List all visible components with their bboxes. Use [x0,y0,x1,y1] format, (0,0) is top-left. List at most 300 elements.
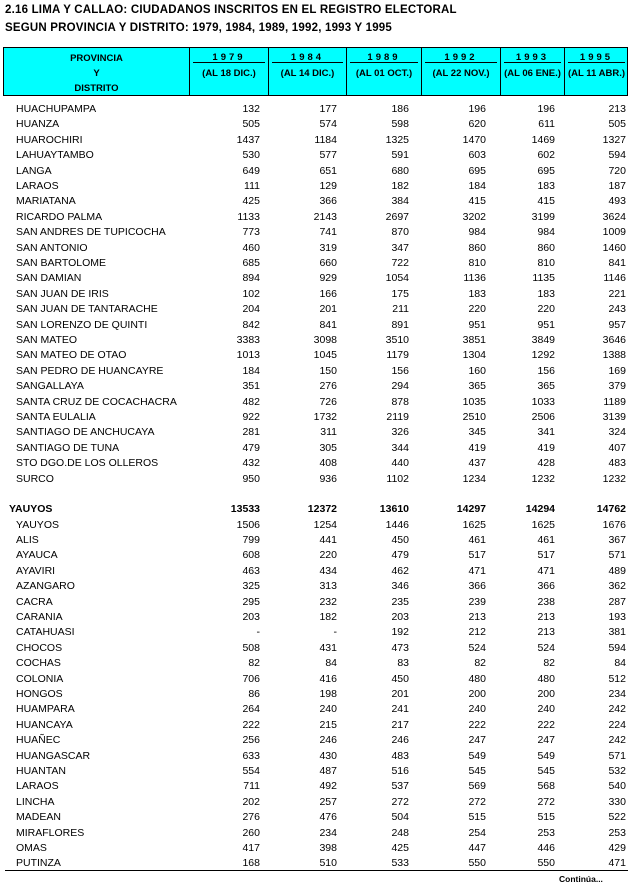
district-name: LANGA [16,165,52,177]
district-name: CHOCOS [16,642,63,654]
value-cell: 651 [319,165,337,177]
value-cell: 437 [468,457,486,469]
value-cell: 3624 [602,211,626,223]
value-cell: 14294 [525,503,555,515]
value-cell: 568 [537,780,555,792]
header-date: (AL 18 DIC.) [202,68,256,79]
value-cell: 3510 [385,334,409,346]
table-row [0,457,628,472]
value-cell: 240 [468,703,486,715]
value-cell: 220 [319,549,337,561]
value-cell: 447 [468,842,486,854]
table-header [3,47,628,96]
value-cell: 1136 [463,272,486,284]
header-year: 1979 [212,52,246,63]
value-cell: 1013 [236,349,260,361]
value-cell: 3098 [313,334,337,346]
value-cell: 480 [537,673,555,685]
value-cell: 156 [391,365,409,377]
value-cell: 362 [608,580,626,592]
value-cell: 220 [537,303,555,315]
value-cell: 325 [242,580,260,592]
value-cell: 3383 [236,334,260,346]
value-cell: 247 [537,734,555,746]
value-cell: 212 [468,626,486,638]
value-cell: 222 [468,719,486,731]
value-cell: 213 [468,611,486,623]
value-cell: 419 [468,442,486,454]
district-name: AYAUCA [16,549,58,561]
value-cell: 84 [325,657,337,669]
value-cell: 810 [537,257,555,269]
district-name: HUANGASCAR [16,750,91,762]
value-cell: 365 [537,380,555,392]
value-cell: 680 [391,165,409,177]
table-row [0,780,628,795]
table-bottom-rule [5,870,628,871]
value-cell: 510 [319,857,337,869]
value-cell: 213 [537,611,555,623]
table-row [0,796,628,811]
value-cell: 345 [468,426,486,438]
table-row [0,134,628,149]
value-cell: 240 [319,703,337,715]
table-row [0,580,628,595]
value-cell: 276 [319,380,337,392]
district-name: SANTA CRUZ DE COCACHACRA [16,396,177,408]
value-cell: 549 [468,750,486,762]
value-cell: 242 [608,734,626,746]
value-cell: 213 [608,103,626,115]
value-cell: 505 [608,118,626,130]
table-row [0,473,628,488]
value-cell: 489 [608,565,626,577]
value-cell: 773 [242,226,260,238]
value-cell: 429 [608,842,626,854]
table-row [0,103,628,118]
table-row [0,118,628,133]
value-cell: 381 [608,626,626,638]
value-cell: 3851 [462,334,486,346]
value-cell: 951 [537,319,555,331]
header-col-0 [189,48,268,95]
table-row [0,688,628,703]
value-cell: 471 [537,565,555,577]
value-cell: 2119 [386,411,409,423]
value-cell: 111 [244,180,260,192]
value-cell: 234 [319,827,337,839]
value-cell: 1304 [462,349,486,361]
value-cell: 432 [242,457,260,469]
value-cell: 246 [319,734,337,746]
header-date: (AL 11 ABR.) [567,68,625,79]
district-name: SANTA EULALIA [16,411,96,423]
value-cell: 257 [319,796,337,808]
district-name: HUAMPARA [16,703,75,715]
value-cell: 936 [319,473,337,485]
value-cell: 483 [608,457,626,469]
value-cell: 441 [319,534,337,546]
value-cell: 922 [242,411,260,423]
district-name: SAN ANDRES DE TUPICOCHA [16,226,166,238]
value-cell: 517 [537,549,555,561]
header-distrito: DISTRITO [74,83,119,94]
header-underline [425,62,497,63]
value-cell: 463 [242,565,260,577]
value-cell: 238 [537,596,555,608]
value-cell: 366 [537,580,555,592]
table-row [0,549,628,564]
value-cell: 726 [319,396,337,408]
table-row [0,703,628,718]
value-cell: - [333,626,337,638]
value-cell: 415 [468,195,486,207]
district-name: CARANIA [16,611,63,623]
value-cell: 571 [608,549,626,561]
value-cell: 842 [242,319,260,331]
value-cell: 860 [468,242,486,254]
district-name: ALIS [16,534,39,546]
value-cell: 281 [242,426,260,438]
value-cell: 446 [537,842,555,854]
value-cell: 324 [608,426,626,438]
header-underline [504,62,561,63]
value-cell: 256 [242,734,260,746]
value-cell: 150 [319,365,337,377]
value-cell: 86 [248,688,260,700]
value-cell: 260 [242,827,260,839]
value-cell: 516 [391,765,409,777]
value-cell: 82 [474,657,486,669]
value-cell: 366 [319,195,337,207]
value-cell: 184 [242,365,260,377]
value-cell: 522 [608,811,626,823]
table-subtitle: SEGUN PROVINCIA Y DISTRITO: 1979, 1984, 1989, 1992, 1993 Y 1995 [5,22,392,34]
district-name: SAN JUAN DE IRIS [16,288,109,300]
value-cell: 810 [468,257,486,269]
table-row [0,365,628,380]
value-cell: 193 [608,611,626,623]
value-cell: 235 [391,596,409,608]
value-cell: 720 [608,165,626,177]
value-cell: 722 [391,257,409,269]
value-cell: 633 [242,750,260,762]
header-year: 1993 [515,52,550,63]
value-cell: 1460 [602,242,626,254]
district-name: SAN MATEO DE OTAO [16,349,127,361]
value-cell: 367 [608,534,626,546]
value-cell: 13610 [379,503,409,515]
table-row [0,349,628,364]
table-row [0,226,628,241]
header-date: (AL 22 NOV.) [432,68,490,79]
table-row [0,842,628,857]
value-cell: 204 [242,303,260,315]
value-cell: 341 [537,426,555,438]
value-cell: 1232 [602,473,626,485]
value-cell: 505 [242,118,260,130]
district-name: COCHAS [16,657,61,669]
value-cell: 431 [319,642,337,654]
value-cell: 417 [242,842,260,854]
value-cell: 2506 [531,411,555,423]
value-cell: 182 [391,180,409,192]
value-cell: 870 [391,226,409,238]
value-cell: 1234 [462,473,486,485]
value-cell: 200 [537,688,555,700]
value-cell: 1469 [531,134,555,146]
value-cell: 1045 [313,349,337,361]
value-cell: 211 [392,303,409,315]
value-cell: 1035 [462,396,486,408]
value-cell: 611 [538,118,555,130]
district-name: SURCO [16,473,54,485]
value-cell: 3139 [602,411,626,423]
value-cell: 984 [468,226,486,238]
table-row [0,642,628,657]
value-cell: 550 [468,857,486,869]
value-cell: 440 [391,457,409,469]
value-cell: 591 [391,149,409,161]
table-row [0,426,628,441]
district-name: MADEAN [16,811,61,823]
value-cell: 1232 [531,473,555,485]
header-col-5 [564,48,628,95]
table-row [0,750,628,765]
header-y: Y [93,68,100,79]
district-name: RICARDO PALMA [16,211,103,223]
value-cell: 305 [319,442,337,454]
value-cell: 407 [608,442,626,454]
value-cell: 482 [242,396,260,408]
value-cell: 487 [319,765,337,777]
district-name: AYAVIRI [16,565,56,577]
value-cell: 3646 [602,334,626,346]
value-cell: 577 [319,149,337,161]
value-cell: 248 [391,827,409,839]
value-cell: 83 [397,657,409,669]
table-row [0,334,628,349]
value-cell: 156 [537,365,555,377]
value-cell: 1133 [237,211,260,223]
table-row [0,257,628,272]
value-cell: 483 [391,750,409,762]
value-cell: 187 [608,180,626,192]
value-cell: 492 [319,780,337,792]
value-cell: 894 [242,272,260,284]
value-cell: 545 [468,765,486,777]
value-cell: 660 [319,257,337,269]
value-cell: 129 [319,180,337,192]
table-row [0,165,628,180]
table-row [0,673,628,688]
value-cell: 313 [319,580,337,592]
district-name: LARAOS [16,180,59,192]
district-name: YAUYOS [9,503,53,515]
value-cell: 515 [537,811,555,823]
value-cell: 741 [319,226,337,238]
district-name: MIRAFLORES [16,827,85,839]
district-name: SAN BARTOLOME [16,257,107,269]
value-cell: 695 [537,165,555,177]
district-name: STO DGO.DE LOS OLLEROS [16,457,159,469]
value-cell: 243 [608,303,626,315]
value-cell: 1625 [531,519,555,531]
value-cell: 84 [614,657,626,669]
value-cell: 398 [319,842,337,854]
value-cell: 186 [391,103,409,115]
value-cell: 224 [608,719,626,731]
district-name: CACRA [16,596,53,608]
value-cell: 602 [537,149,555,161]
value-cell: 3849 [531,334,555,346]
value-cell: 419 [537,442,555,454]
value-cell: 512 [608,673,626,685]
value-cell: 14762 [596,503,626,515]
value-cell: 272 [468,796,486,808]
header-underline [272,62,343,63]
header-year: 1984 [290,52,325,63]
value-cell: 425 [242,195,260,207]
value-cell: 222 [242,719,260,731]
value-cell: 287 [608,596,626,608]
value-cell: 532 [608,765,626,777]
value-cell: 246 [391,734,409,746]
value-cell: 253 [537,827,555,839]
value-cell: 200 [468,688,486,700]
table-row [0,272,628,287]
value-cell: 222 [537,719,555,731]
value-cell: 192 [391,626,409,638]
district-name: HUAÑEC [16,734,61,746]
value-cell: 82 [543,657,555,669]
value-cell: 476 [319,811,337,823]
value-cell: 232 [319,596,337,608]
table-row [0,626,628,641]
value-cell: 201 [391,688,409,700]
value-cell: 620 [468,118,486,130]
value-cell: 202 [242,796,260,808]
value-cell: 254 [468,827,486,839]
value-cell: 295 [242,596,260,608]
value-cell: 461 [537,534,555,546]
header-date: (AL 14 DIC.) [280,68,335,79]
value-cell: 2697 [385,211,409,223]
table-row [0,288,628,303]
value-cell: 182 [319,611,337,623]
table-title: 2.16 LIMA Y CALLAO: CIUDADANOS INSCRITOS EN EL REGISTRO ELECTORAL [5,4,457,16]
value-cell: 408 [319,457,337,469]
value-cell: 220 [468,303,486,315]
header-year: 1995 [579,52,614,63]
value-cell: 294 [391,380,409,392]
value-cell: 508 [242,642,260,654]
value-cell: 554 [242,765,260,777]
value-cell: 347 [391,242,409,254]
value-cell: 493 [608,195,626,207]
district-name: LARAOS [16,780,59,792]
table-row [0,519,628,534]
value-cell: 860 [537,242,555,254]
value-cell: 1135 [532,272,555,284]
value-cell: 203 [242,611,260,623]
district-name: HUAROCHIRI [16,134,83,146]
value-cell: 330 [608,796,626,808]
value-cell: 272 [391,796,409,808]
value-cell: 416 [319,673,337,685]
table-row [0,611,628,626]
value-cell: 799 [242,534,260,546]
table-row [0,319,628,334]
value-cell: 1033 [531,396,555,408]
value-cell: 241 [391,703,409,715]
table-row [0,411,628,426]
header-date: (AL 01 OCT.) [355,68,413,79]
district-name: MARIATANA [16,195,76,207]
value-cell: 253 [608,827,626,839]
table-row [0,734,628,749]
district-name: SAN PEDRO DE HUANCAYRE [16,365,164,377]
district-name: SAN LORENZO DE QUINTI [16,319,148,331]
value-cell: 14297 [456,503,486,515]
district-name: HUACHUPAMPA [16,103,97,115]
table-row [0,242,628,257]
value-cell: 603 [468,149,486,161]
district-name: LAHUAYTAMBO [16,149,94,161]
value-cell: 594 [608,149,626,161]
value-cell: 1470 [462,134,486,146]
district-name: SANTIAGO DE TUNA [16,442,120,454]
value-cell: 3199 [531,211,555,223]
value-cell: 166 [319,288,337,300]
value-cell: 198 [319,688,337,700]
value-cell: 929 [319,272,337,284]
value-cell: 479 [391,549,409,561]
value-cell: 215 [319,719,337,731]
header-underline [193,62,265,63]
table-row [0,442,628,457]
table-row [0,303,628,318]
value-cell: 365 [468,380,486,392]
value-cell: 598 [391,118,409,130]
value-cell: 957 [608,319,626,331]
value-cell: 196 [468,103,486,115]
value-cell: 695 [468,165,486,177]
header-provincia-distrito [4,48,189,95]
value-cell: 841 [319,319,337,331]
value-cell: 461 [468,534,486,546]
value-cell: 878 [391,396,409,408]
value-cell: 319 [319,242,337,254]
value-cell: 183 [537,180,555,192]
value-cell: 175 [391,288,409,300]
district-name: OMAS [16,842,47,854]
value-cell: - [256,626,260,638]
value-cell: 379 [608,380,626,392]
value-cell: 276 [242,811,260,823]
header-date: (AL 06 ENE.) [504,68,561,79]
value-cell: 460 [242,242,260,254]
value-cell: 1446 [385,519,409,531]
value-cell: 515 [468,811,486,823]
value-cell: 951 [468,319,486,331]
value-cell: 550 [537,857,555,869]
value-cell: 132 [242,103,260,115]
district-name: HUANZA [16,118,60,130]
value-cell: 239 [468,596,486,608]
value-cell: 221 [608,288,626,300]
value-cell: 247 [468,734,486,746]
